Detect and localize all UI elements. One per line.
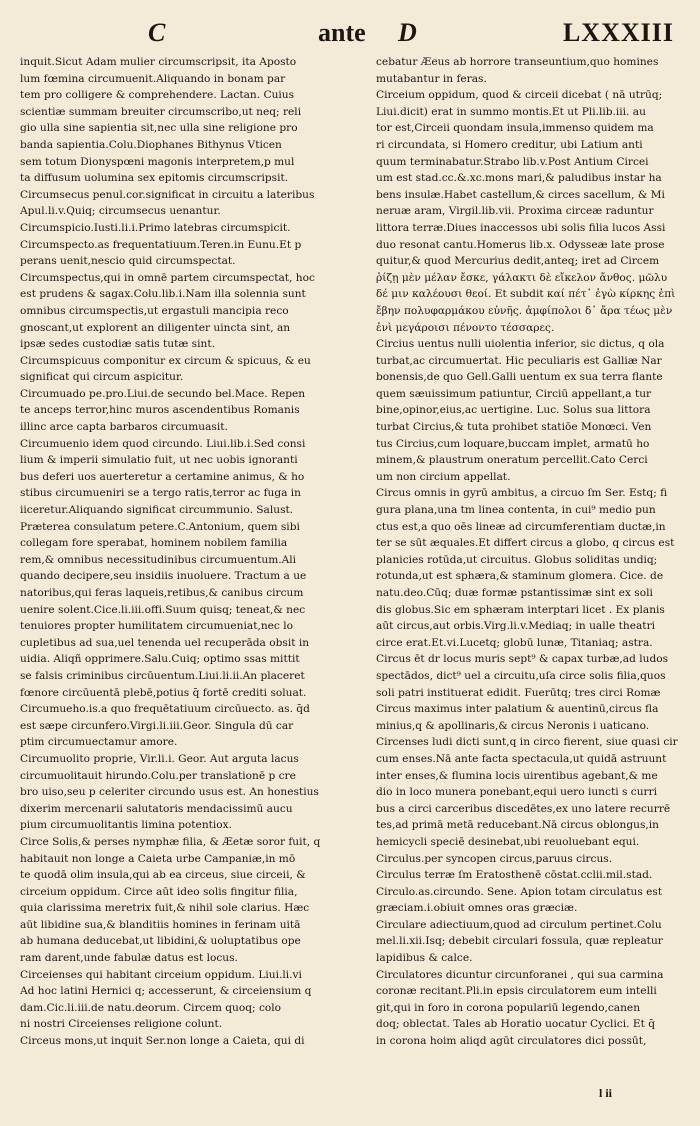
text-line: ῥίζῃ μὲν μέλαν ἔσκε, γάλακτι δὲ εἴκελον ἄνθος. μῶλυ xyxy=(376,271,668,284)
text-line: ἔβην πολυφαρμάκου εὐνῆς. ἀμφίπολοι δ᾽ ἄρα τέως μὲν xyxy=(376,304,673,317)
text-line: iiceretur.Aliquando significat circummunio. Salust. xyxy=(20,504,294,517)
text-line: Circe Solis,& perses nymphæ filia, & Æetæ soror fuit, q xyxy=(20,835,321,848)
header-left-letter: C xyxy=(148,18,166,47)
text-line: Circumspectus,qui in omnē partem circumspectat, hoc xyxy=(20,271,315,284)
text-line: tem pro colligere & comprehendere. Lactan. Cuius xyxy=(20,89,295,102)
right-column xyxy=(376,54,678,1050)
text-line: est prudens & sagax.Colu.lib.i.Nam illa solennia sunt xyxy=(20,288,306,301)
text-line: duo resonat cantu.Homerus lib.x. Odysseæ late prose xyxy=(376,238,665,251)
text-line: lapidibus & calce. xyxy=(376,952,473,965)
text-line: ptim circumuectamur amore. xyxy=(20,736,178,749)
folio-number: LXXXIII xyxy=(562,18,674,47)
text-line: Circulus terræ ſm Eratosthenē cōstat.cclii.mil.stad. xyxy=(376,869,653,882)
text-line: tes,ad primā metā reducebant.Nā circus oblongus,in xyxy=(376,819,659,832)
text-line: sem totum Dionyspœni magonis interpretem,p mul xyxy=(20,155,295,168)
text-line: coronæ recitant.Pli.in epsis circulatorem eum intelli xyxy=(376,985,657,998)
text-line: lum fœmina circumuenit.Aliquando in bonam par xyxy=(20,72,286,85)
text-line: minius,q & apollinaris,& circus Neronis i uaticano. xyxy=(376,719,650,732)
text-line: ipsæ sedes custodiæ satis tutæ sint. xyxy=(20,338,215,351)
text-line: planicies rotūda,ut circuitus. Globus soliditas undiq; xyxy=(376,553,658,566)
text-line: δέ μιν καλέουσι θεοί. Et subdit καί πέτ᾽ ἐγὼ κίρκης ἐπὶ xyxy=(376,288,676,301)
text-line: soli patri instituerat edidit. Fuerūtq; tres circi Romæ xyxy=(376,686,661,699)
text-line: Circumspicuus componitur ex circum & spicuus, & eu xyxy=(20,354,311,367)
text-line: Circeium oppidum, quod & circeii dicebat ( nā utrūq; xyxy=(376,89,663,102)
text-line: littora terræ.Diues inaccessos ubi solis filia lucos Assi xyxy=(376,221,666,234)
text-line: Circus ēt dr locus muris sept⁹ & capax turbæ,ad ludos xyxy=(376,653,669,666)
text-line: banda sapientia.Colu.Diophanes Bithynus Vticen xyxy=(20,138,282,151)
text-line: ἐνὶ μεγάροισι πένοντο τέσσαρες. xyxy=(376,321,555,334)
text-line: Circus maximus inter palatium & auentinū,circus fla xyxy=(376,703,659,716)
text-line: uenire solent.Cice.li.iii.offi.Suum quisq; teneat,& nec xyxy=(20,603,306,616)
text-line: Circumuolito proprie, Vir.li.i. Geor. Aut arguta lacus xyxy=(20,752,299,765)
text-line: neruæ aram, Virgil.lib.vii. Proxima circeæ raduntur xyxy=(376,205,654,218)
text-line: bine,opinor,eius,ac uertigine. Luc. Solus sua littora xyxy=(376,404,651,417)
text-line: stibus circumueniri se a tergo ratis,terror ac fuga in xyxy=(20,487,302,500)
text-line: ta diffusum uolumina sex epitomis circumscripsit. xyxy=(20,172,289,185)
text-line: um est stad.cc.&.xc.mons mari,& paludibus instar ha xyxy=(376,172,662,185)
text-line: circe erat.Et.vi.Lucetq; globū lunæ, Titaniaq; astra. xyxy=(376,636,653,649)
text-line: bens insulæ.Habet castellum,& circes sacellum, & Mi xyxy=(376,188,665,201)
text-line: inter enses,& flumina locis uirentibus agebant,& me xyxy=(376,769,658,782)
text-line: Circumuado pe.pro.Liui.de secundo bel.Mace. Repen xyxy=(20,387,306,400)
text-line: te quodā olim insula,qui ab ea circeus, siue circeii, & xyxy=(20,869,306,882)
text-line: est sæpe circunfero.Virgi.li.iii.Geor. Singula dū car xyxy=(20,719,294,732)
text-line: cum enses.Nā ante facta spectacula,ut quidā astruunt xyxy=(376,752,667,765)
text-line: lium & imperii simulatio fuit, ut nec uobis ignoranti xyxy=(20,454,298,467)
text-line: ab humana deducebat,ut libidini,& uoluptatibus ope xyxy=(20,935,301,948)
text-line: Circus omnis in gyrū ambitus, a circuo ſm Ser. Estq; fi xyxy=(376,487,668,500)
text-line: gio ulla sine sapientia sit,nec ulla sine religione pro xyxy=(20,122,298,135)
text-line: Circulare adiectiuum,quod ad circulum pertinet.Colu xyxy=(376,918,662,931)
text-line: uidia. Aliqñ opprimere.Salu.Cuiq; optimo ssas mittit xyxy=(20,653,300,666)
text-line: tor est,Circeii quondam insula,immenso quidem ma xyxy=(376,122,654,135)
text-line: dio in loco munera ponebant,equi uero iuncti s curri xyxy=(376,786,658,799)
running-head xyxy=(20,14,678,54)
text-line: hemicycli speciē desinebat,ubi reuoluebant equi. xyxy=(376,835,640,848)
text-line: doq; oblectat. Tales ab Horatio uocatur Cyclici. Et q̄ xyxy=(376,1018,656,1031)
text-line: quando decipere,seu insidiis inuoluere. Tractum a ue xyxy=(20,570,307,583)
text-line: cebatur Æeus ab horrore transeuntium,quo homines xyxy=(376,56,659,68)
text-line: Circius uentus nulli uiolentia inferior, sic dictus, q ola xyxy=(376,338,665,351)
text-line: natoribus,qui feras laqueis,retibus,& canibus circum xyxy=(20,587,304,599)
text-line: mutabantur in feras. xyxy=(376,72,487,85)
text-line: Circumsecus penul.cor.significat in circuitu a lateribus xyxy=(20,188,315,201)
left-column xyxy=(20,54,322,1050)
text-line: scientiæ summam breuiter circumscribo,ut neq; reli xyxy=(20,105,302,118)
text-line: minem,& plaustrum oneratum percellit.Cato Cerci xyxy=(376,454,648,467)
text-line: Circulo.as.circundo. Sene. Apion totam circulatus est xyxy=(376,885,663,898)
text-line: ram darent,unde fabulæ datus est locus. xyxy=(20,952,238,965)
header-word: ante xyxy=(318,18,366,47)
text-line: Liui.dicit) erat in summo montis.Et ut Pli.lib.iii. au xyxy=(376,105,646,118)
text-line: Circenses ludi dicti sunt,q in circo fierent, siue quasi cir xyxy=(376,736,678,749)
text-line: gnoscant,ut explorent an diligenter uincta sint, an xyxy=(20,321,291,334)
text-line: git,qui in foro in corona populariū legendo,canen xyxy=(376,1001,641,1014)
text-line: ctus est,a quo oēs lineæ ad circumferentiam ductæ,in xyxy=(376,520,666,533)
text-line: quum terminabatur.Strabo lib.v.Post Antium Circei xyxy=(376,155,649,168)
text-line: Circumuenio idem quod circundo. Liui.lib.i.Sed consi xyxy=(20,437,306,450)
text-line: illinc arce capta barbaros circumuasit. xyxy=(20,421,228,434)
text-columns xyxy=(20,54,678,1050)
text-line: dixerim mercenarii salutatoris mendacissimū aucu xyxy=(20,802,293,815)
text-line: fœnore circūuentā plebē,potius q̄ fortē crediti soluat. xyxy=(20,686,307,699)
text-line: Ad hoc latini Hernici q; accesserunt, & circeiensium q xyxy=(20,985,312,998)
text-line: pium circumuolitantis limina potentiox. xyxy=(20,819,233,832)
text-line: turbat Circius,& tuta prohibet statiōe Monœci. Ven xyxy=(376,421,652,434)
text-line: cupletibus ad sua,uel tenenda uel recuperāda obsit in xyxy=(20,636,310,649)
text-line: circeium oppidum. Circe aūt ideo solis fingitur filia, xyxy=(20,885,298,898)
text-line: omnibus circumspectis,ut ergastuli mancipia reco xyxy=(20,304,289,317)
text-line: Apul.li.v.Quiq; circumsecus uenantur. xyxy=(20,205,221,218)
text-line: Circulus.per syncopen circus,paruus circus. xyxy=(376,852,613,865)
header-right-letter: D xyxy=(398,18,417,47)
text-line: gura plana,una tm linea contenta, in cui⁹ medio pun xyxy=(376,504,656,517)
text-line: Circeus mons,ut inquit Ser.non longe a Caieta, qui di xyxy=(20,1035,305,1048)
text-line: habitauit non longe a Caieta urbe Campaniæ,in mō xyxy=(20,852,296,865)
text-line: Circumspecto.as frequentatiuum.Teren.in Eunu.Et p xyxy=(20,238,302,251)
text-line: Præterea consulatum petere.C.Antonium, quem sibi xyxy=(20,520,300,533)
text-line: circumuolitauit hirundo.Colu.per translationē p cre xyxy=(20,769,296,782)
signature-mark: l ii xyxy=(598,1086,612,1100)
text-line: turbat,ac circumuertat. Hic peculiaris est Galliæ Nar xyxy=(376,354,662,367)
text-line: quitur,& quod Mercurius dedit,anteq; iret ad Circem xyxy=(376,255,660,268)
text-line: quem sæuissimum patiuntur, Circiū appellant,a tur xyxy=(376,387,652,400)
text-line: perans uenit,nescio quid circumspectat. xyxy=(20,255,236,268)
text-line: inquit.Sicut Adam mulier circumscripsit, ita Aposto xyxy=(20,56,297,68)
text-line: in corona hoim aliqd agūt circulatores dici possūt, xyxy=(376,1035,647,1048)
text-line: Circumspicio.Iusti.li.i.Primo latebras circumspicit. xyxy=(20,221,291,234)
text-line: dis globus.Sic em sphæram interptari licet . Ex planis xyxy=(376,603,665,616)
text-line: ni nostri Circeienses religione colunt. xyxy=(20,1018,223,1031)
text-line: græciam.i.obiuit omnes oras græciæ. xyxy=(376,902,578,915)
text-line: bonensis,de quo Gell.Galli uentum ex sua terra flante xyxy=(376,371,663,384)
text-line: Circulatores dicuntur circunforanei , qui sua carmina xyxy=(376,968,664,981)
text-line: rotunda,ut est sphæra,& staminum glomera. Cice. de xyxy=(376,570,664,583)
text-line: ri circundata, si Homero creditur, ubi Latium anti xyxy=(376,138,643,151)
text-line: rem,& omnibus necessitudinibus circumuentum.Ali xyxy=(20,553,297,566)
text-line: aūt circus,aut orbis.Virg.li.v.Mediaq; in ualle theatri xyxy=(376,620,656,633)
text-line: Circumueho.is.a quo frequētatiuum circūuecto. as. q̄d xyxy=(20,703,310,716)
text-line: bus deferi uos auerteretur a certamine animus, & ho xyxy=(20,470,305,483)
text-line: spectādos, dict⁹ uel a circuitu,uſa circe solis filia,quos xyxy=(376,669,666,682)
text-line: um non circium appellat. xyxy=(376,470,511,483)
text-line: aūt libidine sua,& blanditiis homines in ferinam uitā xyxy=(20,918,301,931)
text-line: mel.li.xii.Isq; debebit circulari fossula, quæ repleatur xyxy=(376,935,663,948)
text-line: Circeienses qui habitant circeium oppidum. Liui.li.vi xyxy=(20,968,302,981)
text-line: collegam fore sperabat, hominem nobilem familia xyxy=(20,537,288,550)
text-line: bro uiso,seu p celeriter circundo usus est. An honestius xyxy=(20,786,319,799)
text-line: significat qui circum aspicitur. xyxy=(20,371,184,384)
text-line: tenuiores propter humilitatem circumueniat,nec lo xyxy=(20,620,293,633)
text-line: natu.deo.Cūq; duæ formæ pstantissimæ sint ex soli xyxy=(376,587,653,599)
text-line: tus Circius,cum loquare,buccam implet, armatū ho xyxy=(376,437,650,450)
text-line: te anceps terror,hinc muros ascendentibus Romanis xyxy=(20,404,300,417)
text-line: se falsis criminibus circūuentum.Liui.li.ii.An placeret xyxy=(20,669,305,682)
text-line: ter se sūt æquales.Et differt circus a globo, q circus est xyxy=(376,537,675,550)
text-line: dam.Cic.li.iii.de natu.deorum. Circem quoq; colo xyxy=(20,1001,282,1014)
text-line: quia clarissima meretrix fuit,& nihil sole clarius. Hæc xyxy=(20,902,310,915)
text-line: bus a circi carceribus discedētes,ex uno latere recurrē xyxy=(376,802,671,815)
